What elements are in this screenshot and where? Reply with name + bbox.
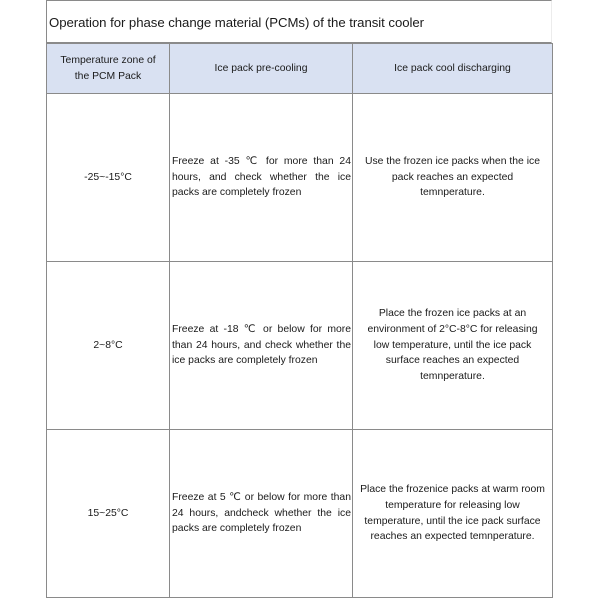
table-header-row (47, 44, 553, 94)
temperature-zone-cell (47, 94, 170, 262)
pre-cooling-cell (170, 430, 353, 598)
cool-discharging-cell (353, 430, 553, 598)
column-header-pre-cooling (170, 44, 353, 94)
table-row (47, 262, 553, 430)
temperature-zone-cell (47, 430, 170, 598)
temperature-zone-cell (47, 262, 170, 430)
column-header-label: Ice pack cool discharging (394, 62, 511, 74)
title-row (46, 0, 552, 43)
temperature-zone-value: 15~25°C (87, 507, 129, 519)
table-row (47, 94, 553, 262)
pcm-operation-table (46, 43, 553, 598)
temperature-zone-value: -25~-15°C (84, 171, 132, 183)
document-title: Operation for phase change material (PCMs) of the transit cooler (49, 15, 425, 30)
column-header-label: Temperature zone of the PCM Pack (60, 54, 156, 82)
pre-cooling-text: Freeze at 5 ℃ or below for more than 24 hours, andcheck whether the ice packs are completely frozen (172, 491, 351, 535)
cool-discharging-text: Place the frozenice packs at warm room temperature for releasing low temperature, until the ice pack surface reaches an expected temnperature. (360, 483, 545, 543)
pre-cooling-cell (170, 94, 353, 262)
column-header-label: Ice pack pre-cooling (214, 62, 308, 74)
column-header-cool-discharging (353, 44, 553, 94)
column-header-temperature-zone (47, 44, 170, 94)
pre-cooling-text: Freeze at -35 ℃ for more than 24 hours, and check whether the ice packs are completely frozen (172, 155, 351, 199)
pcm-operation-sheet (46, 0, 552, 598)
cool-discharging-text: Place the frozen ice packs at an environment of 2°C-8°C for releasing low temperature, until the ice pack surface reaches an expected temnperature. (367, 308, 538, 383)
table-row (47, 430, 553, 598)
pre-cooling-text: Freeze at -18 ℃ or below for more than 24 hours, and check whether the ice packs are completely frozen (172, 323, 351, 367)
temperature-zone-value: 2~8°C (93, 339, 123, 351)
cool-discharging-cell (353, 94, 553, 262)
cool-discharging-cell (353, 262, 553, 430)
pre-cooling-cell (170, 262, 353, 430)
cool-discharging-text: Use the frozen ice packs when the ice pack reaches an expected temnperature. (364, 155, 540, 199)
